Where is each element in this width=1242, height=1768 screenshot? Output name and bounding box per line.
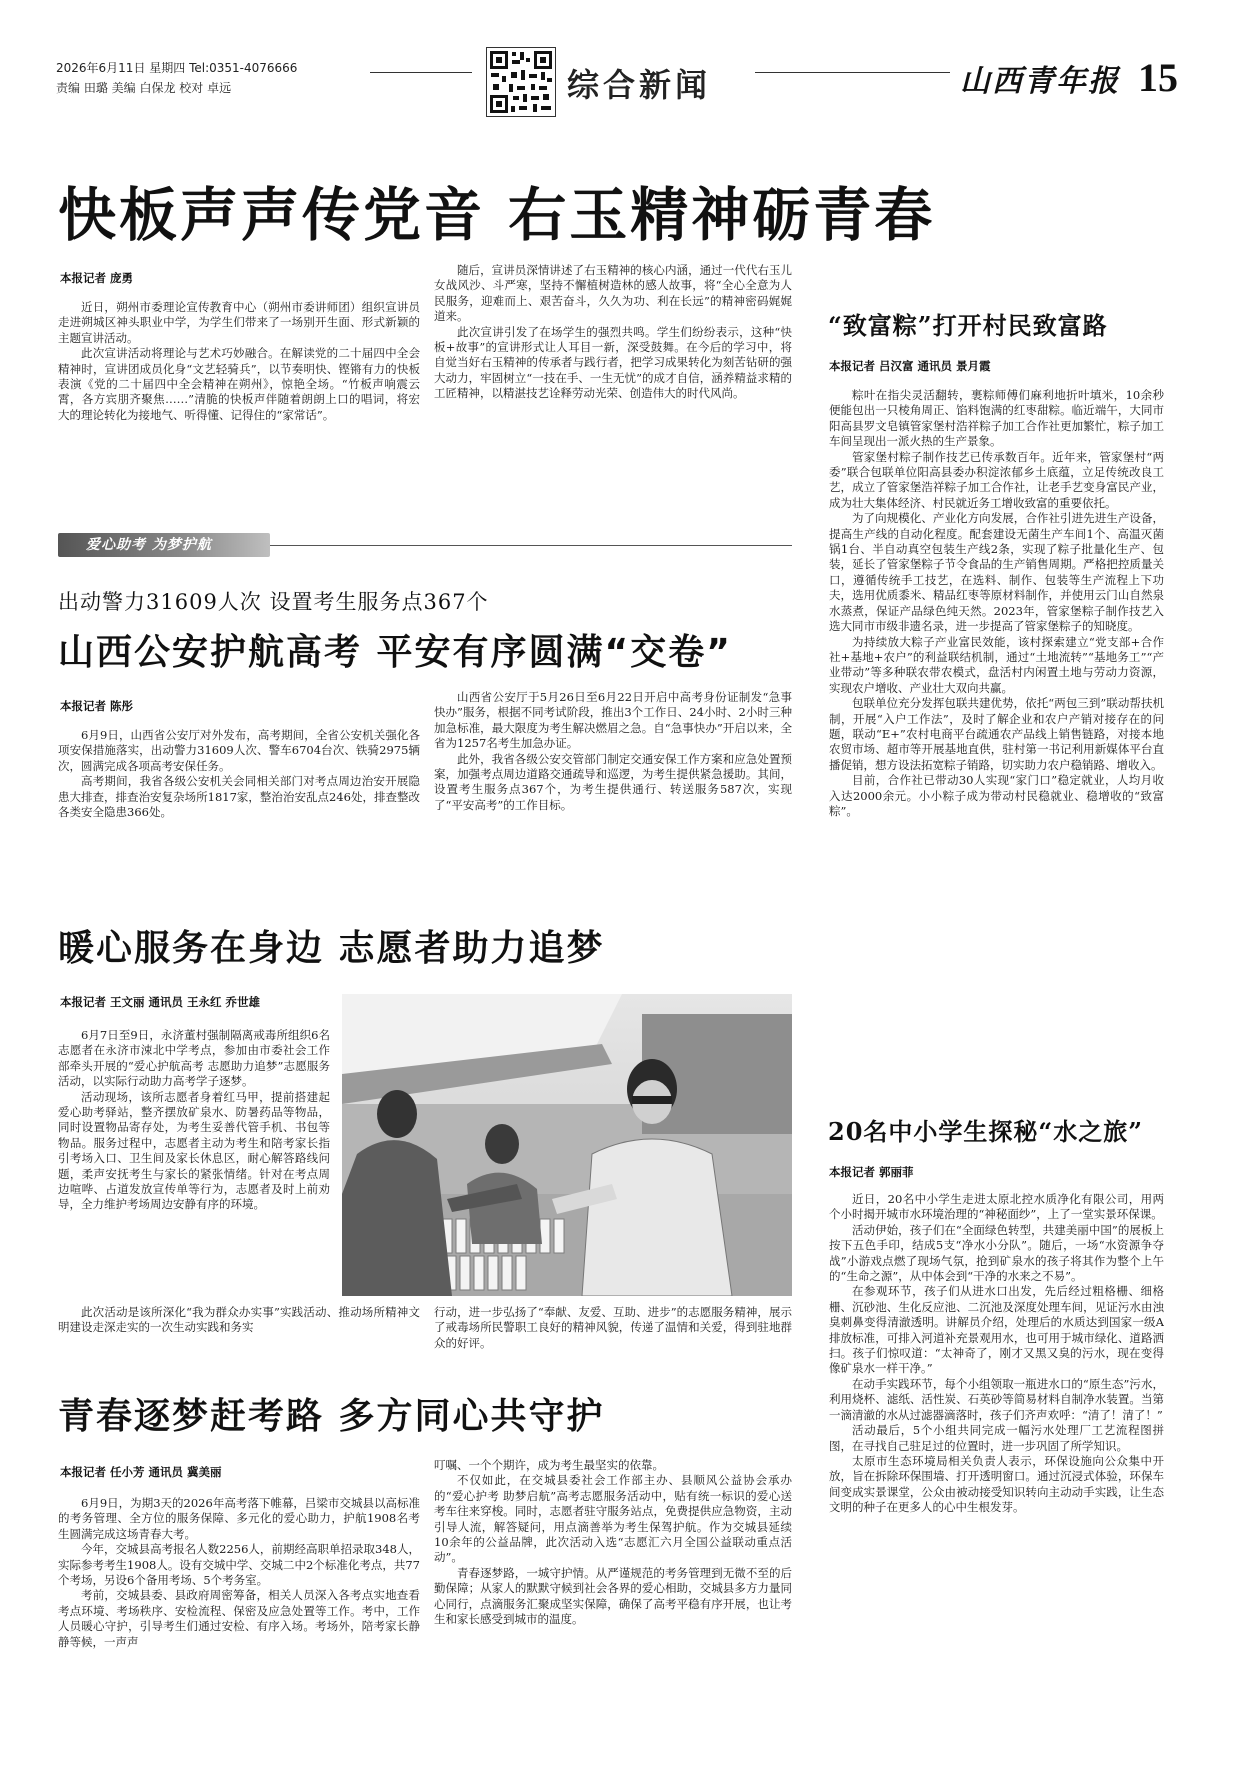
paragraph: 高考期间，我省各级公安机关会同相关部门对考点周边治安开展隐患大排查，排查治安复杂场所1817家，整治治安乱点246处，排查整改各类安全隐患366处。: [58, 774, 420, 820]
paragraph: 为持续放大粽子产业富民效能，该村探索建立“党支部+合作社+基地+农户”的利益联结机制，通过“土地流转”“基地务工”“产业带动”等多种联农带农模式，盘活村内闲置土地与劳动力资源，实现农户增收、产业壮大双向共赢。: [829, 634, 1164, 695]
article-3-column-1-tail: [58, 1305, 420, 1351]
date-line: 2026年6月11日 星期四 Tel:0351-4076666: [56, 61, 298, 75]
banner-rule: [270, 545, 792, 546]
paragraph: 山西省公安厅于5月26日至6月22日开启中高考身份证制发“急事快办”服务，根据不同考试阶段，推出3个工作日、24小时、2小时三种加急标准，最大限度为考生解决燃眉之急。自“急事快办”开启以来，全省为1257名考生加急办证。: [434, 690, 792, 751]
paragraph: 此次活动是该所深化“我为群众办实事”实践活动、推动场所精神文明建设走深走实的一次生动实践和务实: [58, 1305, 420, 1335]
paragraph: 此次宣讲引发了在场学生的强烈共鸣。学生们纷纷表示，这种“快板+故事”的宣讲形式让人耳目一新，深受鼓舞。在今后的学习中，将自觉当好右玉精神的传承者与践行者，把学习成果转化为刻苦钻研的强大动力，牢固树立“一技在手、一生无忧”的成才自信，涵养精益求精的工匠精神，以精湛技艺诠释劳动光荣、创造伟大的时代风尚。: [434, 324, 792, 401]
paragraph: 在动手实践环节，每个小组领取一瓶进水口的“原生态”污水，利用烧杯、滤纸、活性炭、石英砂等简易材料自制净水装置。当第一滴清澈的水从过滤器滴落时，孩子们齐声欢呼：“清了！清了！”: [829, 1376, 1164, 1422]
article-6-byline: 本报记者 郭丽菲: [829, 1165, 914, 1179]
qr-code[interactable]: [486, 47, 556, 117]
article-5-headline: “致富粽”打开村民致富路: [828, 311, 1108, 340]
paragraph: 在参观环节，孩子们从进水口出发，先后经过粗格栅、细格栅、沉砂池、生化反应池、二沉池及深度处理车间，见证污水由浊臭刺鼻变得清澈透明。讲解员介绍，处理后的水质达到国家一级A排放标准，可排入河道补充景观用水，也可用于城市绿化、道路洒扫。孩子们惊叹道：“太神奇了，刚才又黑又臭的污水，现在变得像矿泉水一样干净。”: [829, 1284, 1164, 1376]
article-6-headline: 20名中小学生探秘“水之旅”: [828, 1117, 1144, 1146]
header-rule-right: [755, 72, 950, 73]
header-rule-left: [370, 72, 472, 73]
page-number: 15: [1138, 55, 1178, 100]
article-1-byline: 本报记者 庞勇: [60, 271, 134, 285]
paragraph: 活动最后，5个小组共同完成一幅污水处理厂工艺流程图拼图，在寻找自己驻足过的位置时，进一步巩固了所学知识。: [829, 1423, 1164, 1453]
article-4-column-2: [434, 1458, 792, 1738]
paragraph: 活动伊始，孩子们在“全面绿色转型，共建美丽中国”的展板上按下五色手印，结成5支“净水小分队”。随后，一场“水资源争夺战”小游戏点燃了现场气氛，抢到矿泉水的孩子将其作为整个上午的“生命之源”，从中体会到“干净的水来之不易”。: [829, 1222, 1164, 1284]
qr-code-icon: [487, 48, 555, 116]
paragraph: 6月7日至9日，永济董村强制隔离戒毒所组织6名志愿者在永济市涑北中学考点，参加由市委社会工作部牵头开展的“爱心护航高考 志愿助力追梦”志愿服务活动，以实际行动助力高考学子逐梦。: [58, 1028, 330, 1089]
paragraph: 行动，进一步弘扬了“奉献、友爱、互助、进步”的志愿服务精神，展示了戒毒场所民警职工良好的精神风貌，传递了温情和关爱，得到驻地群众的好评。: [434, 1305, 792, 1350]
article-2-column-1: [58, 728, 420, 858]
article-3-column-2: [434, 1305, 792, 1355]
paragraph: 青春逐梦路，一城守护情。从严谨规范的考务管理到无微不至的后勤保障；从家人的默默守候到社会各界的爱心相助，交城县多方力量同心同行，点滴服务汇聚成坚实保障，确保了高考平稳有序开展，也让考生和家长感受到城市的温度。: [434, 1565, 792, 1627]
article-2-column-2: [434, 690, 792, 858]
paragraph: 今年，交城县高考报名人数2256人，前期经高职单招录取348人，实际参考考生1908人。设有交城中学、交城二中2个标准化考点，共77个考场，另设6个备用考场、5个考务室。: [58, 1542, 420, 1588]
article-1-headline: 快板声声传党音 右玉精神砺青春: [58, 181, 936, 249]
article-5-column: [829, 388, 1164, 1048]
paragraph: 活动现场，该所志愿者身着红马甲，提前搭建起爱心助考驿站，整齐摆放矿泉水、防暑药品等物品，同时设置物品寄存处，为考生妥善代管手机、书包等物品。服务过程中，志愿者主动为考生和陪考家长指引考场入口、卫生间及家长休息区，耐心解答路线问题，柔声安抚考生与家长的紧张情绪。针对在考点周边喧哗、占道发放宣传单等行为，志愿者及时上前劝导，全力维护考场周边安静有序的环境。: [58, 1089, 330, 1212]
article-2-byline: 本报记者 陈彤: [60, 699, 134, 713]
paragraph: 叮嘱、一个个期许，成为考生最坚实的依靠。: [434, 1458, 664, 1472]
newspaper-brand-logo: 山西青年报: [960, 64, 1120, 99]
article-6-column: [829, 1192, 1164, 1740]
article-2-headline: 山西公安护航高考 平安有序圆满“交卷”: [58, 632, 732, 673]
article-4-headline: 青春逐梦赶考路 多方同心共守护: [58, 1396, 605, 1437]
paragraph: 目前，合作社已带动30人实现“家门口”稳定就业，人均月收入达2000余元。小小粽子成为带动村民稳就业、稳增收的“致富粽”。: [829, 773, 1164, 818]
paragraph: 随后，宣讲员深情讲述了右玉精神的核心内涵，通过一代代右玉儿女战风沙、斗严寒，坚持不懈植树造林的感人故事，将“全心全意为人民服务，迎难而上、艰苦奋斗，久久为功、利在长远”的精神密码娓娓道来。: [434, 263, 792, 324]
paragraph: 此外，我省各级公安交管部门制定交通安保工作方案和应急处置预案，加强考点周边道路交通疏导和巡逻，为考生提供紧急援助。其间，设置考生服务点367个，为考生提供通行、转送服务587次，实现了“平安高考”的工作目标。: [434, 751, 792, 812]
banner-label: 爱心助考 为梦护航: [86, 537, 212, 553]
volunteer-photo: [342, 994, 792, 1296]
article-1-column-2: [434, 263, 792, 501]
paragraph: 粽叶在指尖灵活翻转，裹粽师傅们麻利地折叶填米，10余秒便能包出一只棱角周正、馅料饱满的红枣甜粽。临近端午，大同市阳高县罗文皂镇管家堡村浩祥粽子加工合作社更加繁忙，粽子加工车间呈现出一派火热的生产景象。: [829, 388, 1164, 449]
article-3-column-1: [58, 1028, 330, 1305]
paragraph: 此次宣讲活动将理论与艺术巧妙融合。在解读党的二十届四中全会精神时，宣讲团成员化身“文艺轻骑兵”，以节奏明快、铿锵有力的快板表演《党的二十届四中全会精神在朔州》，惊艳全场。“竹板声响震云霄，各方宾朋齐聚焦……”清脆的快板声伴随着朗朗上口的唱词，将宏大的理论转化为接地气、听得懂、记得住的“家常话”。: [58, 346, 420, 422]
special-topic-banner: [58, 533, 270, 557]
article-4-column-1: [58, 1496, 420, 1736]
article-3-byline: 本报记者 王文丽 通讯员 王永红 乔世雄: [60, 995, 261, 1009]
article-1-column-1: [58, 300, 420, 500]
paragraph: 包联单位充分发挥包联共建优势，依托“两包三到”联动帮扶机制，开展“入户工作法”，及时了解企业和农户产销对接存在的问题，联动“E+”农村电商平台疏通农产品线上销售链路，对接本地农贸市场、超市等开展基地直供，驻村第一书记利用新媒体平台直播促销，想方设法拓宽粽子销路，切实助力农户稳销路、增收入。: [829, 696, 1164, 772]
paragraph: 6月9日，为期3天的2026年高考落下帷幕，吕梁市交城县以高标准的考务管理、全方位的服务保障、多元化的爱心助力，护航1908名考生圆满完成这场青春大考。: [58, 1496, 420, 1541]
article-2-subtitle: 出动警力31609人次 设置考生服务点367个: [58, 590, 489, 614]
editors-line: 责编 田璐 美编 白保龙 校对 卓远: [56, 81, 232, 95]
paragraph: 6月9日，山西省公安厅对外发布，高考期间，全省公安机关强化各项安保措施落实，出动警力31609人次、警车6704台次、铁骑2975辆次，圆满完成各项高考安保任务。: [58, 728, 420, 773]
article-5-byline: 本报记者 吕汉富 通讯员 景月霞: [829, 359, 991, 373]
paragraph: 近日，朔州市委理论宣传教育中心（朔州市委讲师团）组织宣讲员走进朔城区神头职业中学，为学生们带来了一场别开生面、形式新颖的主题宣讲活动。: [58, 300, 420, 345]
paragraph: 不仅如此，在交城县委社会工作部主办、县顺风公益协会承办的“爱心护考 助梦启航”高考志愿服务活动中，贴有统一标识的爱心送考车往来穿梭。同时，志愿者驻守服务站点，免费提供应急物资，主动引导人流，解答疑问，用点滴善举为考生保驾护航。作为交城县延续10余年的公益品牌，此次活动入选“志愿汇六月全国公益联动重点活动”。: [434, 1473, 792, 1565]
paragraph: 管家堡村粽子制作技艺已传承数百年。近年来，管家堡村“两委”联合包联单位阳高县委办积淀浓郁乡土底蕴，立足传统改良工艺，成立了管家堡浩祥粽子加工合作社，让老手艺变身富民产业，成为壮大集体经济、村民就近务工增收致富的重要依托。: [829, 449, 1164, 510]
article-4-byline: 本报记者 任小芳 通讯员 冀美丽: [60, 1465, 222, 1479]
section-title: 综合新闻: [567, 66, 712, 104]
paragraph: 考前，交城县委、县政府周密筹备，相关人员深入各考点实地查看考点环境、考场秩序、安检流程、保密及应急处置等工作。考中，工作人员暖心守护，引导考生们通过安检、有序入场。考场外，陪考家长静静等候，一声声: [58, 1588, 420, 1649]
paragraph: 太原市生态环境局相关负责人表示，环保设施向公众集中开放，旨在拆除环保围墙、打开透明窗口。通过沉浸式体验，环保车间变成实景课堂，公众由被动接受知识转向主动动手实践，让生态文明的种子在更多人的心中生根发芽。: [829, 1453, 1164, 1515]
volunteer-photo-image: [342, 994, 792, 1296]
article-3-headline: 暖心服务在身边 志愿者助力追梦: [58, 928, 605, 969]
paragraph: 近日，20名中小学生走进太原北控水质净化有限公司，用两个小时揭开城市水环境治理的“神秘面纱”，上了一堂实景环保课。: [829, 1192, 1164, 1222]
paragraph: 为了向规模化、产业化方向发展，合作社引进先进生产设备，提高生产线的自动化程度。配套建设无菌生产车间1个、高温灭菌锅1台、半自动真空包装生产线2条，实现了粽子批量化生产、包装，延长了管家堡粽子节令食品的生产销售周期。严格把控质量关口，遵循传统手工技艺，在选料、制作、包装等生产流程上下功夫，选用优质黍米、精品红枣等原材料制作，并使用云门山自然泉水蒸煮，保证产品绿色纯天然。2023年，管家堡粽子制作技艺入选大同市市级非遗名录，进一步提高了管家堡粽子的知晓度。: [829, 511, 1164, 634]
